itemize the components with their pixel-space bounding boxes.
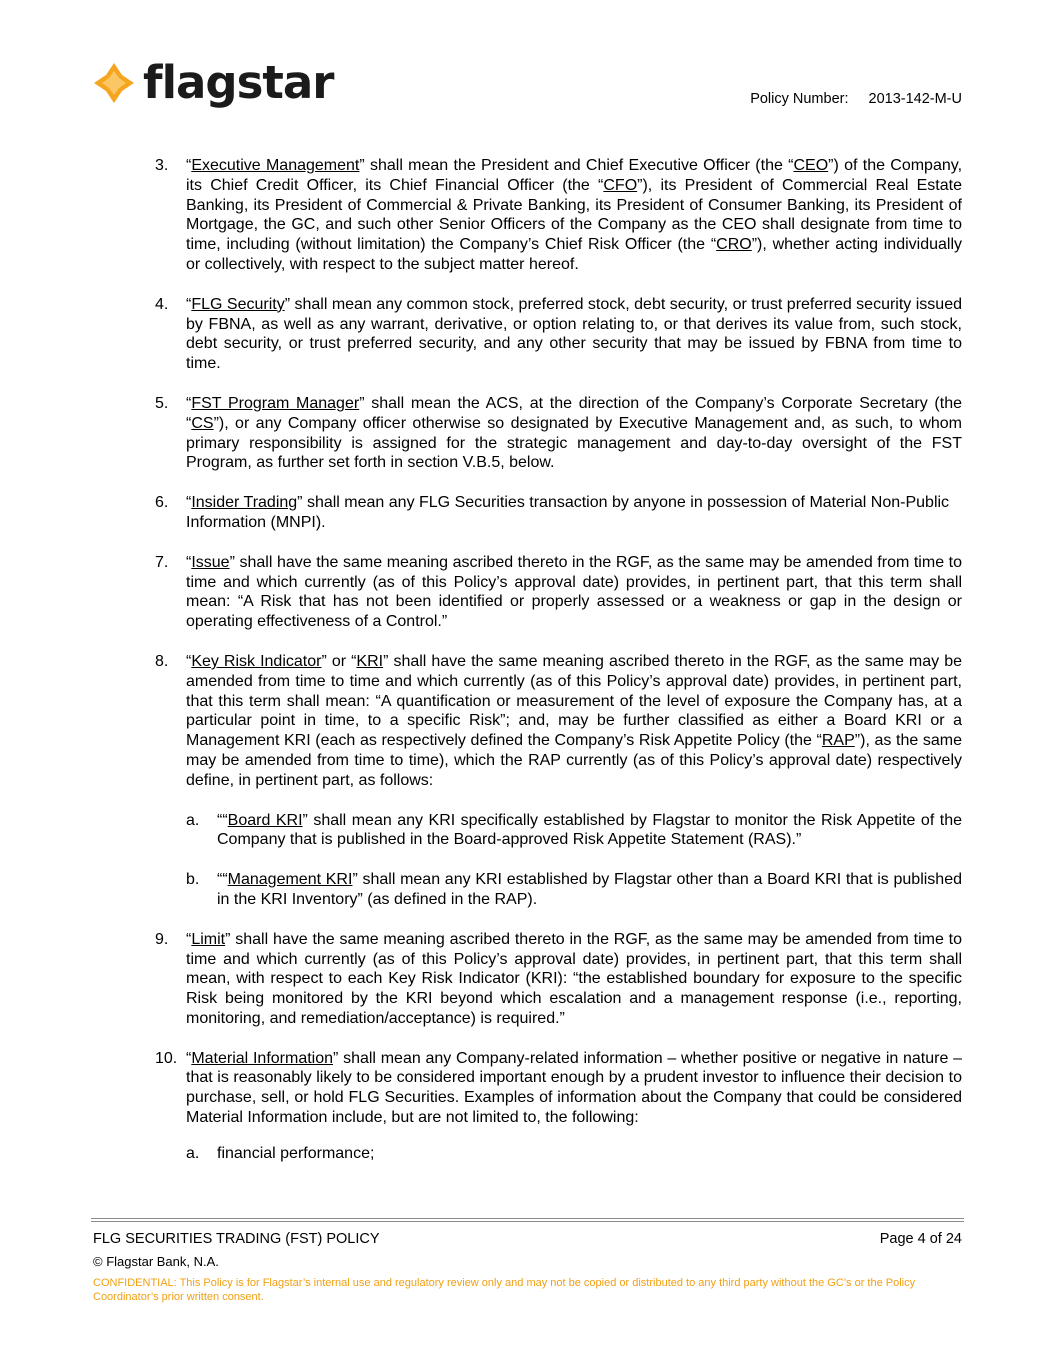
text-run: ” shall mean the ACS, at the direction of the Company’s Corporate Secretary (the “ (186, 394, 962, 432)
defined-term: Insider Trading (191, 494, 298, 512)
text-run: “ (186, 394, 192, 412)
footer-policy-title: FLG SECURITIES TRADING (FST) POLICY (93, 1231, 380, 1247)
definition-item (155, 394, 962, 473)
item-number: 7. (155, 553, 169, 571)
footer-copyright: © Flagstar Bank, N.A. (93, 1254, 219, 1269)
sub-item-text (217, 1144, 962, 1164)
definition-text (186, 493, 962, 533)
sub-item-letter: a. (186, 1144, 200, 1162)
text-run: “ (186, 295, 192, 313)
text-run: ”), as the same may be amended from time to time), which the RAP currently (as of this Policy’s approval date) respectively define, in pertinent part, as follows: (186, 732, 963, 789)
definition-item (155, 1049, 962, 1164)
defined-term: CS (191, 414, 214, 432)
text-run: “ (186, 652, 192, 670)
footer-divider (91, 1218, 964, 1219)
definition-text (186, 930, 962, 1029)
text-run: “ (186, 494, 192, 512)
item-number: 10. (155, 1049, 178, 1067)
defined-term: FLG Security (191, 295, 285, 313)
defined-term: Executive Management (191, 157, 360, 174)
text-run: “ (186, 157, 192, 174)
text-run: ” shall mean any KRI specifically established by Flagstar to monitor the Risk Appetite of the Company that is published in the Board-approved Risk Appetite Statement (RAS).” (217, 811, 962, 849)
defined-term: FST Program Manager (191, 394, 360, 412)
text-run: ““ (217, 871, 228, 889)
item-number: 6. (155, 494, 169, 512)
definition-text (186, 295, 962, 374)
text-run: ” shall mean any FLG Securities transaction by anyone in possession of Material Non-Public Information (MNPI). (186, 494, 950, 531)
sub-item (186, 1144, 962, 1164)
text-run: ”), whether acting individually or collectively, with respect to the subject matter hereof. (186, 236, 963, 273)
item-number: 5. (155, 394, 169, 412)
defined-term: Material Information (191, 1049, 334, 1067)
definition-item (155, 493, 962, 533)
defined-term: KRI (356, 652, 384, 670)
definition-text (186, 156, 962, 275)
text-run: ” shall mean any KRI established by Flagstar other than a Board KRI that is published in the KRI Inventory” (as defined in the RAP). (217, 871, 962, 908)
text-run: ““ (217, 811, 228, 829)
definition-item (155, 553, 962, 632)
sub-item-text (217, 870, 962, 910)
footer-page-number: Page 4 of 24 (879, 1231, 962, 1247)
footer-divider-secondary (91, 1221, 964, 1222)
sub-item (186, 811, 962, 851)
defined-term: CEO (793, 157, 829, 174)
flagstar-logo (92, 56, 334, 109)
footer-confidential-notice: CONFIDENTIAL: This Policy is for Flagstar’s internal use and regulatory review only and may not be copied or distributed to any third party without the GC’s or the Policy Coordinator’s prior written consent. (93, 1277, 916, 1303)
policy-number-label: Policy Number: (750, 91, 849, 107)
text-run: ” shall have the same meaning ascribed thereto in the RGF, as the same may be amended from time to time and which currently (as of this Policy’s approval date) provides, in pertinent part, that this term shall mean: “A quantification or measurement of the level of exposure the Company has, at a particular point in time, to a specific Risk”; and, may be further classified as either a Board KRI or a Management KRI (each as respectively defined the Company’s Risk Appetite Policy (the “ (186, 652, 962, 750)
text-run: ” shall mean any Company-related information – whether positive or negative in nature – that is reasonably likely to be considered important enough by a prudent investor to influence their decision to purchase, sell, or hold FLG Securities. Examples of information about the Company that could be considered Material Information include, but are not limited to, the following: (186, 1049, 962, 1127)
definitions-list (155, 156, 962, 1184)
policy-number-value: 2013-142-M-U (868, 91, 962, 107)
sub-item-letter: b. (186, 871, 200, 889)
flagstar-star-icon (92, 61, 136, 105)
text-run: ” shall mean the President and Chief Executive Officer (the “ (359, 157, 794, 174)
sub-item-letter: a. (186, 811, 200, 829)
definition-item (155, 930, 962, 1029)
text-run: ”) of the Company, its Chief Credit Officer, its Chief Financial Officer (the “ (186, 157, 963, 194)
definition-item (155, 156, 962, 275)
policy-number (750, 91, 962, 107)
definition-text (186, 652, 962, 910)
text-run: “ (186, 930, 192, 948)
defined-term: CFO (603, 176, 638, 194)
text-run: “ (186, 1049, 192, 1067)
text-run: ” shall have the same meaning ascribed thereto in the RGF, as the same may be amended from time to time and which currently (as of this Policy’s approval date) provides, in pertinent part, that this term shall mean, with respect to each Key Risk Indicator (KRI): “the established boundary for exposure to the specific Risk being monitored by the KRI beyond which escalation and a management response (i.e., reporting, monitoring, and remediation/acceptance) is required.” (186, 930, 962, 1027)
sub-item (186, 870, 962, 910)
definition-item (155, 295, 962, 374)
defined-term: CRO (716, 236, 752, 254)
definition-text (186, 1049, 962, 1164)
text-run: “ (186, 553, 192, 571)
defined-term: RAP (821, 732, 855, 750)
text-run: financial performance; (217, 1144, 375, 1162)
definition-item (155, 652, 962, 910)
sub-item-text (217, 811, 962, 851)
logo-wordmark: flagstar (143, 56, 334, 109)
defined-term: Issue (191, 553, 230, 571)
item-number: 9. (155, 930, 169, 948)
item-number: 8. (155, 652, 169, 670)
defined-term: Board KRI (227, 811, 303, 829)
text-run: ”), or any Company officer otherwise so designated by Executive Management and, as such, to whom primary responsibility is assigned for the strategic management and day-to-day oversight of the FST Program, as further set forth in section V.B.5, below. (186, 414, 962, 472)
defined-term: Management KRI (227, 871, 353, 889)
text-run: ”), its President of Commercial Real Estate Banking, its President of Commercial & Private Banking, its President of Consumer Banking, its President of Mortgage, the GC, and such other Senior Officers of the Company as the CEO shall designate from time to time, including (without limitation) the Company’s Chief Risk Officer (the “ (186, 176, 962, 254)
item-number: 4. (155, 295, 169, 313)
text-run: ” shall have the same meaning ascribed thereto in the RGF, as the same may be amended from time to time and which currently (as of this Policy’s approval date) provides, in pertinent part, that this term shall mean: “A Risk that has not been identified or properly assessed or a weakness or gap in the design or operating effectiveness of a Control.” (186, 553, 962, 631)
definition-text (186, 394, 962, 473)
definition-text (186, 553, 962, 632)
text-run: ” shall mean any common stock, preferred stock, debt security, or trust preferred security issued by FBNA, as well as any warrant, derivative, or option relating to, or that derives its value from, such stock, debt security, or trust preferred security, and any other security that may be issued by FBNA from time to time. (186, 295, 962, 373)
text-run: ” or “ (321, 652, 357, 670)
defined-term: Limit (191, 930, 226, 948)
defined-term: Key Risk Indicator (191, 652, 322, 670)
item-number: 3. (155, 157, 169, 174)
